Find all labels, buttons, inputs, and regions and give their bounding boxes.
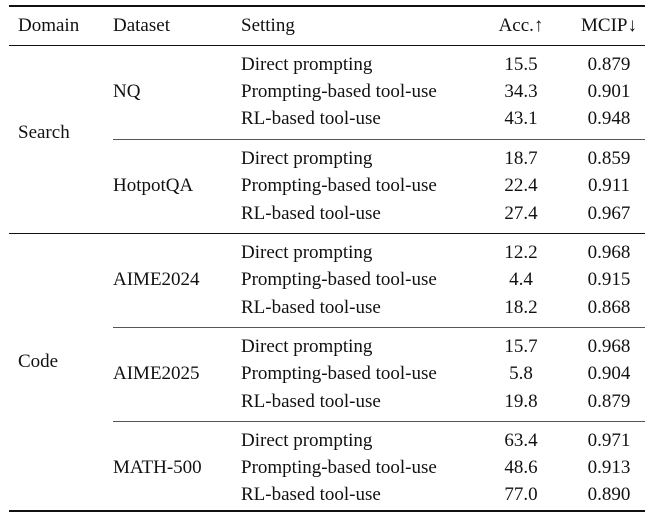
dataset-aime2025: AIME2025 xyxy=(113,363,200,384)
header-domain: Domain xyxy=(18,15,80,36)
mcip-cell: 0.967 xyxy=(587,203,631,224)
mcip-cell: 0.868 xyxy=(587,297,631,318)
accuracy-cell: 43.1 xyxy=(504,108,538,129)
dataset-separator xyxy=(113,421,645,422)
setting-cell: Prompting-based tool-use xyxy=(241,363,437,384)
accuracy-cell: 48.6 xyxy=(504,457,538,478)
mcip-cell: 0.915 xyxy=(587,269,631,290)
setting-cell: Prompting-based tool-use xyxy=(241,269,437,290)
mcip-cell: 0.890 xyxy=(587,484,631,505)
header-mcip: MCIP↓ xyxy=(581,15,637,36)
dataset-hotpotqa: HotpotQA xyxy=(113,175,194,196)
accuracy-cell: 77.0 xyxy=(504,484,538,505)
dataset-separator xyxy=(113,327,645,328)
mcip-cell: 0.968 xyxy=(587,336,631,357)
accuracy-cell: 12.2 xyxy=(504,242,538,263)
setting-cell: Direct prompting xyxy=(241,336,373,357)
accuracy-cell: 18.7 xyxy=(504,148,538,169)
dataset-nq: NQ xyxy=(113,81,141,102)
domain-code: Code xyxy=(18,351,59,372)
header-accuracy: Acc.↑ xyxy=(498,15,544,36)
accuracy-cell: 34.3 xyxy=(504,81,538,102)
setting-cell: Prompting-based tool-use xyxy=(241,457,437,478)
accuracy-cell: 63.4 xyxy=(504,430,538,451)
bottom-rule xyxy=(9,510,645,512)
setting-cell: Prompting-based tool-use xyxy=(241,81,437,102)
dataset-aime2024: AIME2024 xyxy=(113,269,200,290)
accuracy-cell: 15.5 xyxy=(504,54,538,75)
mcip-cell: 0.968 xyxy=(587,242,631,263)
setting-cell: RL-based tool-use xyxy=(241,108,381,129)
mcip-cell: 0.948 xyxy=(587,108,631,129)
accuracy-cell: 22.4 xyxy=(504,175,538,196)
setting-cell: RL-based tool-use xyxy=(241,203,381,224)
accuracy-cell: 4.4 xyxy=(509,269,533,290)
dataset-math-500: MATH-500 xyxy=(113,457,202,478)
domain-search: Search xyxy=(18,122,70,143)
accuracy-cell: 19.8 xyxy=(504,391,538,412)
setting-cell: RL-based tool-use xyxy=(241,297,381,318)
accuracy-cell: 18.2 xyxy=(504,297,538,318)
setting-cell: Direct prompting xyxy=(241,430,373,451)
mcip-cell: 0.859 xyxy=(587,148,631,169)
setting-cell: Direct prompting xyxy=(241,148,373,169)
mcip-cell: 0.901 xyxy=(587,81,631,102)
domain-rule xyxy=(9,233,645,234)
setting-cell: Prompting-based tool-use xyxy=(241,175,437,196)
mcip-cell: 0.879 xyxy=(587,54,631,75)
setting-cell: Direct prompting xyxy=(241,54,373,75)
mcip-cell: 0.913 xyxy=(587,457,631,478)
header-dataset: Dataset xyxy=(113,15,170,36)
mcip-cell: 0.879 xyxy=(587,391,631,412)
setting-cell: RL-based tool-use xyxy=(241,484,381,505)
setting-cell: RL-based tool-use xyxy=(241,391,381,412)
setting-cell: Direct prompting xyxy=(241,242,373,263)
header-setting: Setting xyxy=(241,15,295,36)
accuracy-cell: 27.4 xyxy=(504,203,538,224)
top-rule xyxy=(9,5,645,7)
mcip-cell: 0.971 xyxy=(587,430,631,451)
accuracy-cell: 5.8 xyxy=(509,363,533,384)
header-rule xyxy=(9,45,645,46)
accuracy-cell: 15.7 xyxy=(504,336,538,357)
dataset-separator xyxy=(113,139,645,140)
mcip-cell: 0.904 xyxy=(587,363,631,384)
mcip-cell: 0.911 xyxy=(587,175,631,196)
